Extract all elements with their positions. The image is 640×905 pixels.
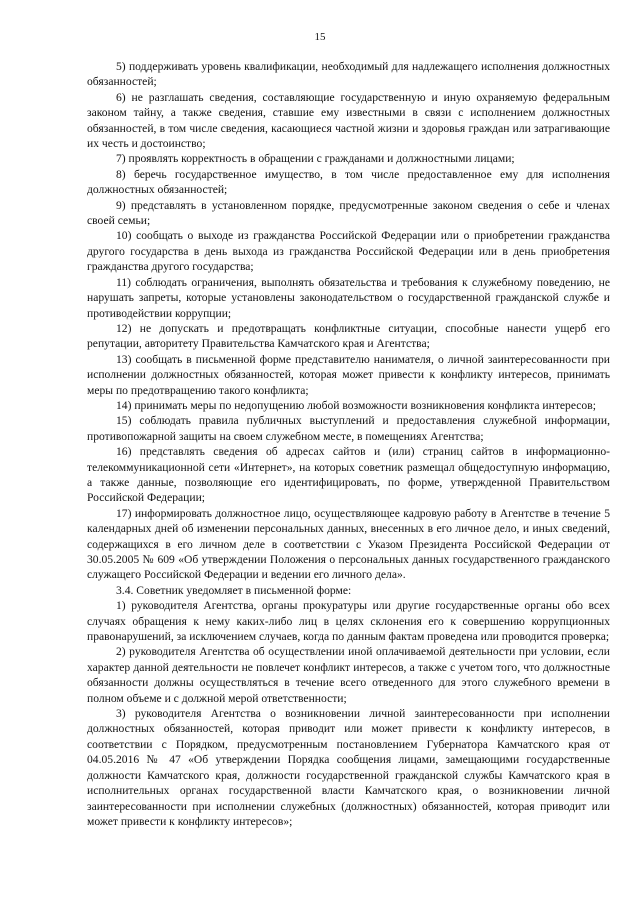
document-body: [87, 59, 610, 829]
notify-item-3: 3) руководителя Агентства о возникновении личной заинтересованности при исполнении должностных обязанностей, которая приводит или может привести к конфликту интересов, в соответствии с Порядком, предусмотренным постановлением Губернатора Камчатского края от 04.05.2016 № 47 «Об утверждении Порядка сообщения лицами, замещающими государственные должности Камчатского края, должности государственной гражданской службы Камчатского края в исполнительных органах государственной власти Камчатского края, о возникновении личной заинтересованности при исполнении служебных (должностных) обязанностей, которая приводит или может привести к конфликту интересов»;: [87, 707, 610, 828]
paragraph-item-12: 12) не допускать и предотвращать конфликтные ситуации, способные нанести ущерб его репутации, авторитету Правительства Камчатского края и Агентства;: [87, 321, 610, 351]
paragraph-item-13: 13) сообщать в письменной форме представителю нанимателя, о личной заинтересованности при исполнении должностных обязанностей, которая может привести к конфликту интересов, принимать меры по предотвращению такого конфликта;: [87, 352, 610, 397]
paragraph-item-5: 5) поддерживать уровень квалификации, необходимый для надлежащего исполнения должностных обязанностей;: [87, 60, 610, 89]
notify-item-2: 2) руководителя Агентства об осуществлении иной оплачиваемой деятельности при условии, если характер данной деятельности не повлечет конфликт интересов, а также с учетом того, что должностные обязанности должны осуществляться в течение всего отведенного для этого служебного времени в полном объеме и с должной мерой ответственности;: [87, 645, 610, 705]
paragraph-item-8: 8) беречь государственное имущество, в том числе предоставленное ему для исполнения должностных обязанностей;: [87, 167, 610, 197]
paragraph-item-7: 7) проявлять корректность в обращении с гражданами и должностными лицами;: [116, 152, 515, 166]
paragraph-item-9: 9) представлять в установленном порядке, предусмотренные законом сведения о себе и членах своей семьи;: [87, 198, 610, 228]
notify-item-1: 1) руководителя Агентства, органы прокуратуры или другие государственные органы обо всех случаях обращения к нему каких-либо лиц в целях склонения его к совершению коррупционных правонарушений, за исключением случаев, когда по данным фактам проведена или проводится проверка;: [87, 599, 610, 644]
section-heading-3-4: 3.4. Советник уведомляет в письменной форме:: [116, 583, 352, 597]
paragraph-item-16: 16) представлять сведения об адресах сайтов и (или) страниц сайтов в информационно-телекоммуникационной сети «Интернет», на которых советник размещал общедоступную информацию, а также данные, позволяющие его идентифицировать, по форме, утвержденной Правительством Российской Федерации;: [87, 445, 610, 505]
paragraph-item-11: 11) соблюдать ограничения, выполнять обязательства и требования к служебному поведению, не нарушать запреты, которые установлены законодательством о государственной гражданской службе и противодействии коррупции;: [87, 275, 610, 320]
paragraph-item-17: 17) информировать должностное лицо, осуществляющее кадровую работу в Агентстве в течение 5 календарных дней об изменении персональных данных, внесенных в его личное дело, и иных сведений, содержащихся в его личном деле в соответствии с Указом Президента Российской Федерации от 30.05.2005 № 609 «Об утверждении Положения о персональных данных государственного гражданского служащего Российской Федерации и ведении его личного дела».: [87, 506, 610, 582]
paragraph-item-15: 15) соблюдать правила публичных выступлений и предоставления служебной информации, противопожарной защиты на своем служебном месте, в помещениях Агентства;: [87, 414, 610, 443]
paragraph-item-14: 14) принимать меры по недопущению любой возможности возникновения конфликта интересов;: [116, 398, 596, 412]
paragraph-item-6: 6) не разглашать сведения, составляющие государственную и иную охраняемую федеральным законом тайну, а также сведения, ставшие ему известными в связи с исполнением должностных обязанностей, в том числе сведения, касающиеся частной жизни и здоровья граждан или затрагивающие их честь и достоинство;: [87, 90, 610, 151]
page-number: 15: [314, 31, 326, 43]
paragraph-item-10: 10) сообщать о выходе из гражданства Российской Федерации или о приобретении гражданства другого государства в день выхода из гражданства Российской Федерации или в день приобретения гражданства другого государства;: [87, 229, 610, 274]
